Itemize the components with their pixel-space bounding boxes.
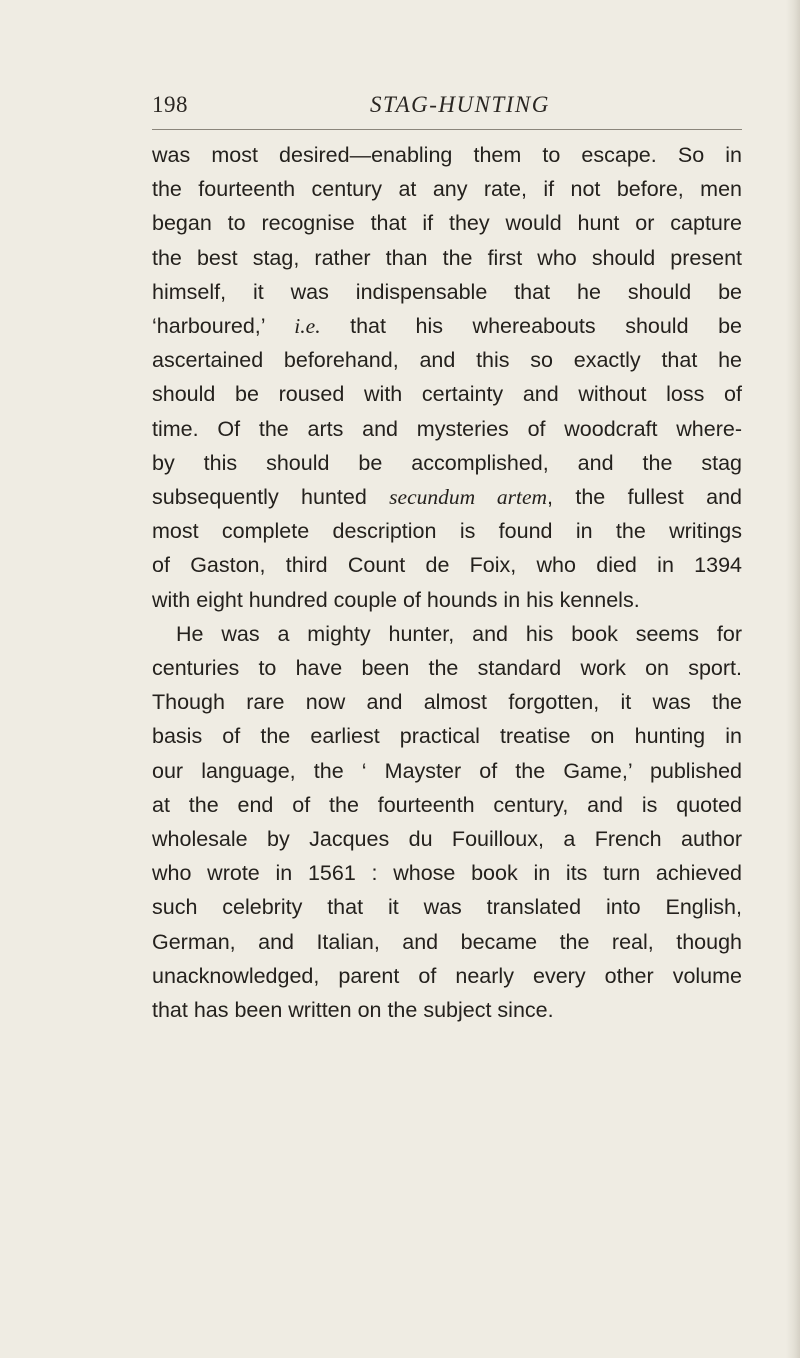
text-line: by this should be accomplished, and the stag [152, 450, 742, 475]
text-line: wholesale by Jacques du Fouilloux, a French author [152, 827, 742, 852]
italic-segment: secundum artem [389, 485, 548, 510]
text-line: time. Of the arts and mysteries of woodcraft where- [152, 416, 742, 441]
text-line: of Gaston, third Count de Foix, who died in 1394 [152, 553, 742, 578]
text-line: He was a mighty hunter, and his book seems for [176, 621, 742, 646]
text-segment: subsequently hunted [152, 485, 390, 510]
text-line [152, 309, 742, 343]
italic-segment: i.e. [294, 314, 321, 339]
text-line: unacknowledged, parent of nearly every other volume [152, 963, 742, 988]
header-rule [152, 129, 742, 130]
text-line: German, and Italian, and became the real, though [152, 929, 742, 954]
text-line: basis of the earliest practical treatise on hunting in [152, 724, 742, 749]
text-line: himself, it was indispensable that he should be [152, 279, 742, 304]
text-line: was most desired—enabling them to escape. So in [152, 143, 742, 167]
text-line: ascertained beforehand, and this so exactly that he [152, 348, 742, 373]
text-line: the fourteenth century at any rate, if not before, men [152, 177, 742, 202]
page-number: 198 [152, 92, 188, 117]
running-head: STAG-HUNTING [370, 92, 550, 117]
text-line: most complete description is found in the writings [152, 519, 742, 544]
text-line: Though rare now and almost forgotten, it was the [152, 690, 742, 715]
text-line: at the end of the fourteenth century, and is quoted [152, 792, 742, 817]
text-line: the best stag, rather than the first who should present [152, 245, 742, 270]
body-text [152, 138, 742, 1027]
text-line [152, 480, 742, 514]
text-line: should be roused with certainty and without loss of [152, 382, 742, 407]
text-line: who wrote in 1561 : whose book in its turn achieved [152, 861, 742, 886]
text-segment: ‘harboured,’ [152, 314, 295, 339]
text-line: centuries to have been the standard work on sport. [152, 656, 742, 681]
text-line: with eight hundred couple of hounds in his kennels. [152, 587, 640, 612]
text-line: our language, the ‘ Mayster of the Game,’ published [152, 758, 742, 783]
paragraph-1 [152, 138, 742, 617]
page-header [152, 92, 742, 128]
text-line: that has been written on the subject since. [152, 998, 554, 1023]
text-line: began to recognise that if they would hunt or capture [152, 211, 742, 236]
page-edge-shadow [786, 0, 800, 1358]
text-line: such celebrity that it was translated into English, [152, 895, 742, 920]
text-segment: , the fullest and [547, 485, 742, 510]
paragraph-2 [152, 617, 742, 1027]
text-segment: that his whereabouts should be [320, 314, 742, 339]
